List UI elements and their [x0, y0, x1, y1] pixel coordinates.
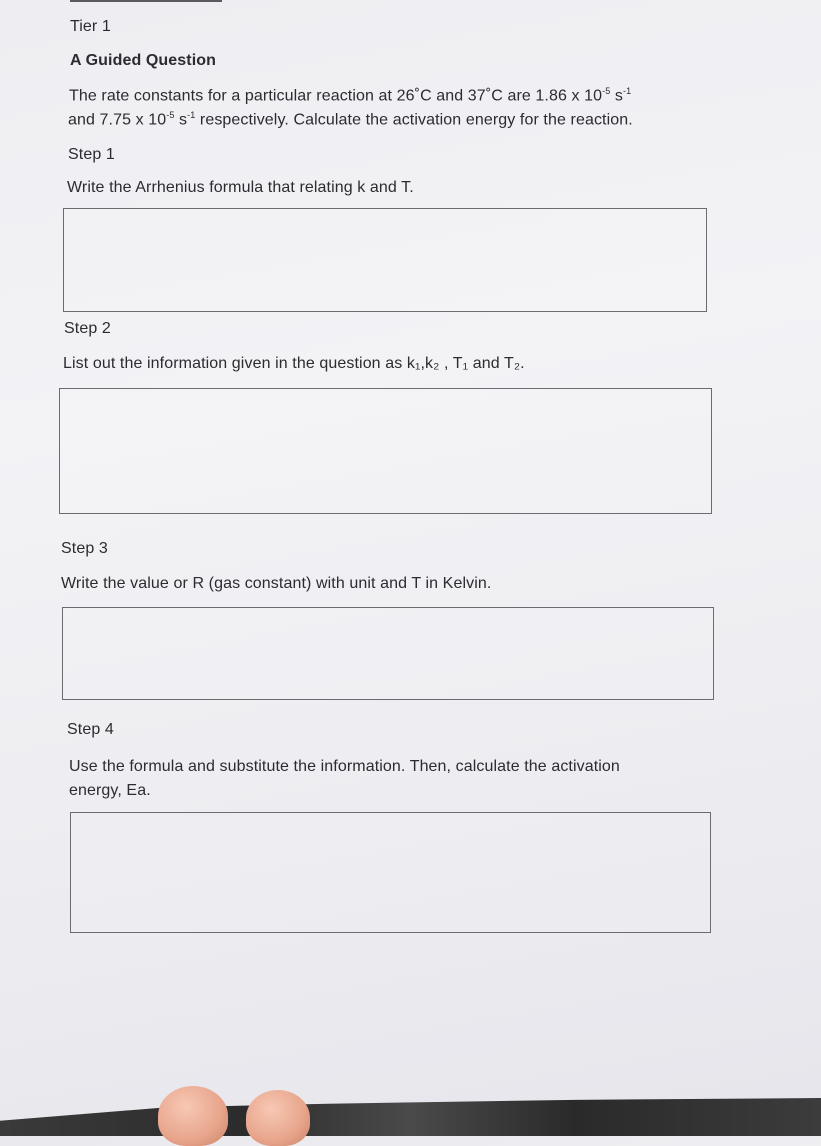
finger-left	[158, 1086, 228, 1146]
step-3-answer-box[interactable]	[62, 607, 714, 700]
step-4-instruction-line-2: energy, Ea.	[69, 782, 151, 799]
step-2-label: Step 2	[64, 320, 111, 337]
question-line-1: The rate constants for a particular reaction at 26˚C and 37˚C are 1.86 x $10^{-5}$ $s^{-1}$	[69, 86, 632, 105]
tier-label: Tier 1	[70, 18, 111, 35]
step-4-instruction-line-1: Use the formula and substitute the information. Then, calculate the activation	[69, 758, 620, 775]
step-4-answer-box[interactable]	[70, 812, 711, 933]
step-4-label: Step 4	[67, 721, 114, 738]
finger-right	[246, 1090, 310, 1146]
step-1-label: Step 1	[68, 146, 115, 163]
step-2-instruction: List out the information given in the question as k₁,k₂ , T₁ and T₂.	[63, 355, 525, 372]
step-1-answer-box[interactable]	[63, 208, 707, 312]
step-1-instruction: Write the Arrhenius formula that relating k and T.	[67, 179, 414, 196]
table-surface	[0, 1098, 821, 1136]
page-title: A Guided Question	[70, 52, 216, 69]
top-rule	[70, 0, 222, 2]
step-2-answer-box[interactable]	[59, 388, 712, 514]
question-line-2: and 7.75 x $10^{-5}$ $s^{-1}$ respectively. Calculate the activation energy for the reaction.	[68, 110, 633, 129]
step-3-instruction: Write the value or R (gas constant) with unit and T in Kelvin.	[61, 575, 492, 592]
step-3-label: Step 3	[61, 540, 108, 557]
